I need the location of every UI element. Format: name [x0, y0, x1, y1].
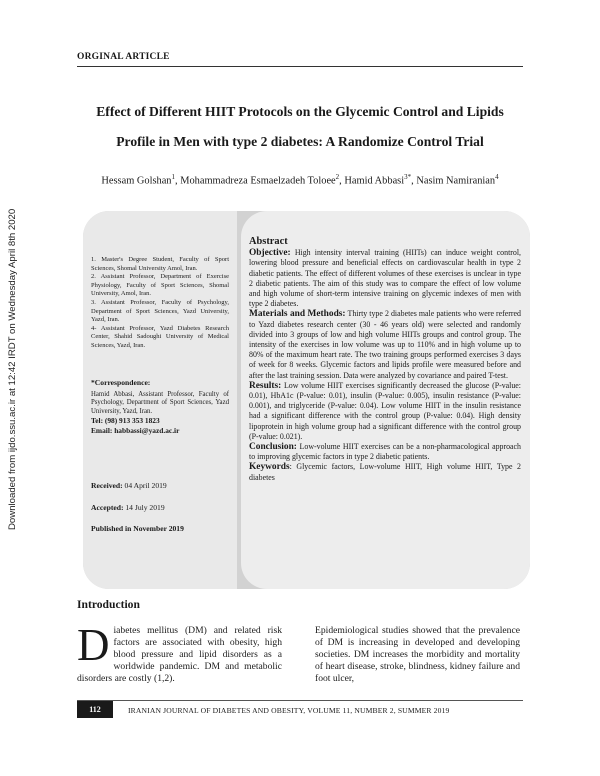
- abstract-objective: Objective: High intensity interval training (HIITs) can induce weight control, lowering blood pressure and beneficial effects on cardiovascular health in type 2 diabetic patients. The effect of different volumes of these exercises is unclear in type 2 diabetic patients. The aim of this study was to compare the effect of low volume and high volume of short-term intensive training on glycemic indexes of men with type 2 diabetes.: [249, 248, 521, 309]
- correspondence-body: Hamid Abbasi, Assistant Professor, Faculty of Psychology, Department of Sport Sciences, Yazd University, Yazd, Iran.: [91, 390, 229, 416]
- introduction-heading: Introduction: [77, 598, 140, 611]
- affiliation-item: 1. Master's Degree Student, Faculty of Sport Sciences, Shomal University Amol, Iran.: [91, 256, 229, 272]
- affiliation-item: 4- Assistant Professor, Yazd Diabetes Research Center, Shahid Sadoughi University of Medical Sciences, Yazd, Iran.: [91, 324, 229, 349]
- correspondence-block: [91, 379, 229, 435]
- drop-cap: D: [77, 620, 110, 670]
- published-date: Published in November 2019: [91, 524, 184, 533]
- abstract-text: [249, 237, 521, 483]
- abstract-conclusion: Conclusion: Low-volume HIIT exercises can be a non-pharmacological approach to improving glycemic factors in type 2 diabetic patients.: [249, 442, 521, 462]
- title-line-2: Profile in Men with type 2 diabetes: A Randomize Control Trial: [116, 134, 484, 149]
- affiliation-item: 3. Assistant Professor, Faculty of Psychology, Department of Sport Sciences, Yazd University, Yazd, Iran.: [91, 298, 229, 324]
- article-type-label: ORGINAL ARTICLE: [77, 52, 170, 62]
- received-date: Received: 04 April 2019: [91, 481, 167, 490]
- correspondence-tel: Tel: (98) 913 353 1823: [91, 415, 160, 425]
- download-stamp-text: Downloaded from ijdo.ssu.ac.ir at 12:42 IRDT on Wednesday April 8th 2020: [7, 208, 18, 530]
- download-stamp: [4, 170, 18, 530]
- author-name: Hamid Abbasi: [344, 175, 405, 187]
- author-name: Hessam Golshan: [101, 175, 172, 187]
- journal-running-footer: IRANIAN JOURNAL OF DIABETES AND OBESITY, VOLUME 11, NUMBER 2, SUMMER 2019: [128, 706, 450, 715]
- author-list: Hessam Golshan$^1$, Mohammadreza Esmaelzadeh Toloee$^2$, Hamid Abbasi$^{3*}$, Nasim Namiranian$^4$: [101, 173, 499, 187]
- abstract-results: Results: Low volume HIIT exercises significantly decreased the glucose (P-value: 0.01), HbA1c (P-value: 0.01), insulin (P-value: 0.005), insulin resistance (P-value: 0.001), and triglyceride (P-value: 0.04). Low volume HIIT in the insulin resistance had a significant difference with the control group (P-value: 0.04). High density lipoprotein in high volume group had a significant difference with the control group (P-value: 0.021).: [249, 380, 521, 441]
- abstract-keywords: Keywords: Glycemic factors, Low-volume HIIT, High volume HIIT, Type 2 diabetes: [249, 462, 521, 482]
- header-rule: [77, 66, 523, 67]
- intro-column-right: Epidemiological studies showed that the prevalence of DM is increasing in developed and developing societies. DM increases the morbidity and mortality of heart disease, stroke, blindness, kidney failure and foot ulcer,: [315, 625, 520, 685]
- abstract-heading: Abstract: [249, 236, 288, 247]
- correspondence-heading: *Correspondence:: [91, 378, 151, 387]
- accepted-date: Accepted: 14 July 2019: [91, 503, 165, 512]
- intro-column-left: [77, 620, 282, 685]
- title-line-1: Effect of Different HIIT Protocols on the Glycemic Control and Lipids: [96, 104, 504, 119]
- page-number: 112: [77, 701, 113, 718]
- affiliations: [91, 256, 229, 351]
- affiliation-item: 2. Assistant Professor, Department of Exercise Physiology, Faculty of Sport Sciences, Shomal University, Amol, Iran.: [91, 273, 229, 298]
- author-name: Mohammadreza Esmaelzadeh Toloee: [180, 175, 336, 187]
- author-name: Nasim Namiranian: [416, 175, 496, 187]
- correspondence-email: Email: habbassi@yazd.ac.ir: [91, 425, 180, 435]
- intro-paragraph: iabetes mellitus (DM) and related risk factors are associated with obesity, high blood pressure and lipid disorders as a worldwide pandemic. DM and metabolic disorders are costly (1,2).: [77, 625, 282, 685]
- abstract-methods: Materials and Methods: Thirty type 2 diabetes male patients who were referred to Yazd diabetes research center (30 - 46 years old) were selected and randomly divided into 3 groups of low and high volume HIITs groups and control group. The intensity of the exercises in low volume was up to 110% and in high volume up to 80% of the maximum heart rate. The two training groups performed exercises 3 days of week for 8 weeks. Glycemic factors and lipids profile were measured before and after the last training session. Data were analyzed by covariance and paired T-test.: [249, 309, 521, 380]
